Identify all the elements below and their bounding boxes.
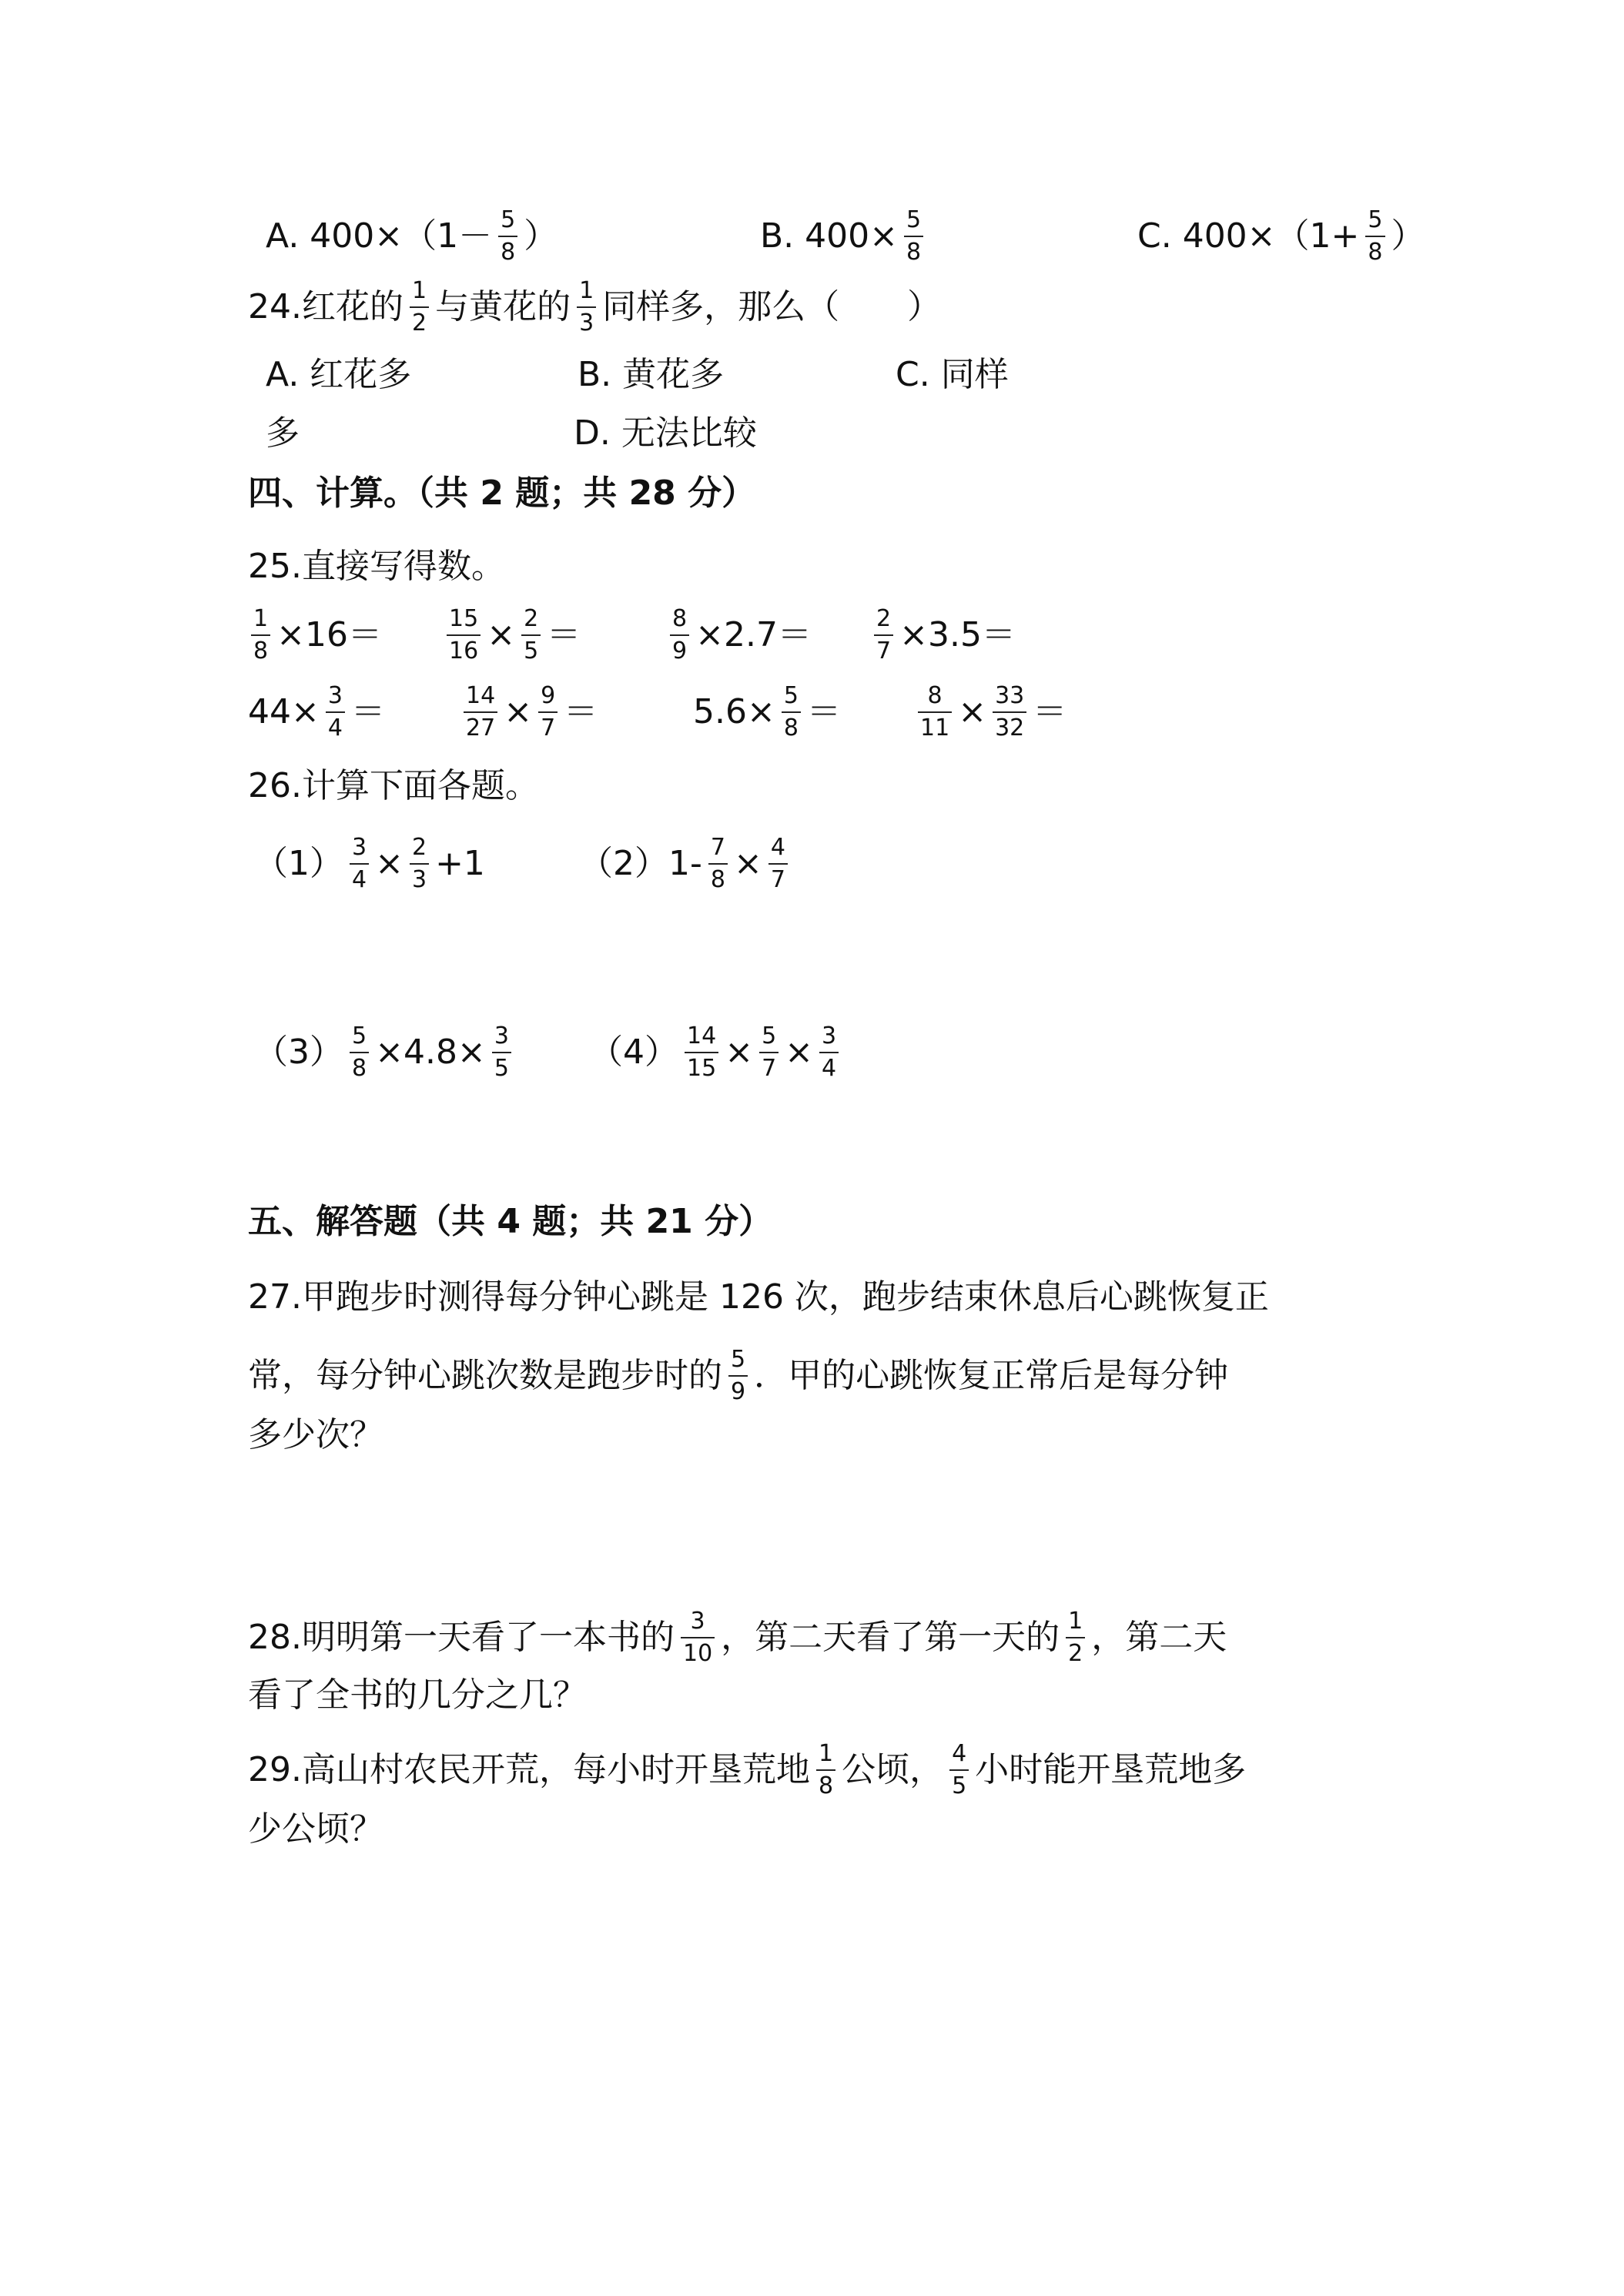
fraction: $\frac{5}{9}$: [728, 1347, 748, 1404]
fraction: $\frac{5}{7}$: [759, 1024, 779, 1080]
q24-option-c: C. 同样: [896, 355, 1009, 394]
q23-option-b: [760, 208, 929, 264]
fraction: $\frac{5}{8}$: [1365, 208, 1385, 264]
fraction: $\frac{2}{5}$: [521, 607, 541, 663]
q26-part-3: （3） $\frac{5}{8}$ ×4.8× $\frac{3}{5}$: [254, 1024, 517, 1080]
q25-item-1: $\frac{1}{8}$ ×16＝: [245, 607, 382, 663]
fraction: $\frac{14}{15}$: [685, 1024, 718, 1080]
q25-item-7: 5.6× $\frac{5}{8}$ ＝: [693, 682, 841, 741]
fraction: $\frac{1}{2}$: [1066, 1609, 1085, 1665]
option-c-text: C. 400×（1+: [1137, 216, 1360, 256]
section-4-title: 四、计算。（共 2 题；共 28 分）: [248, 474, 756, 513]
q27-line-2: 常，每分钟心跳次数是跑步时的 $\frac{5}{9}$ ．甲的心跳恢复正常后是每分钟: [248, 1346, 1229, 1405]
fraction: $\frac{3}{4}$: [326, 684, 345, 740]
fraction: $\frac{3}{4}$: [350, 835, 369, 892]
fraction: $\frac{7}{8}$: [708, 835, 728, 892]
q23-option-c: C. 400×（1+ $\frac{5}{8}$ ）: [1137, 206, 1425, 266]
q25-item-5: 44× $\frac{3}{4}$ ＝: [248, 682, 385, 741]
q24-option-d: D. 无法比较: [574, 413, 757, 453]
q25-item-8: $\frac{8}{11}$ × $\frac{33}{32}$ ＝: [912, 684, 1066, 740]
fraction: $\frac{5}{8}$: [904, 208, 923, 264]
fraction: $\frac{5}{8}$: [498, 208, 517, 264]
q25-title: 25.直接写得数。: [248, 547, 505, 586]
fraction: $\frac{2}{7}$: [874, 607, 893, 663]
section-5-title: 五、解答题（共 4 题；共 21 分）: [248, 1202, 773, 1241]
fraction: $\frac{8}{11}$: [918, 684, 952, 740]
fraction: $\frac{1}{8}$: [816, 1742, 835, 1798]
q27-line-1: 27.甲跑步时测得每分钟心跳是 126 次，跑步结束休息后心跳恢复正: [248, 1277, 1269, 1317]
fraction: $\frac{3}{5}$: [492, 1024, 511, 1080]
fraction: $\frac{8}{9}$: [670, 607, 689, 663]
fraction: $\frac{4}{5}$: [949, 1742, 969, 1798]
fraction: $\frac{33}{32}$: [993, 684, 1026, 740]
q24-question: 24.红花的 $\frac{1}{2}$ 与黄花的 $\frac{1}{3}$ 同样多，那么（ ）: [248, 277, 942, 336]
q27-line-3: 多少次？: [248, 1415, 383, 1454]
q26-part-2: （2）1- $\frac{7}{8}$ × $\frac{4}{7}$: [579, 835, 794, 892]
fraction: $\frac{1}{8}$: [251, 607, 270, 663]
fraction: $\frac{4}{7}$: [768, 835, 788, 892]
option-a-text: A. 400×（1－: [266, 216, 493, 256]
fraction: $\frac{1}{3}$: [577, 279, 596, 335]
fraction: $\frac{2}{3}$: [410, 835, 429, 892]
fraction: $\frac{15}{16}$: [447, 607, 481, 663]
q28-line-2: 看了全书的几分之几？: [248, 1675, 587, 1715]
q25-item-2: $\frac{15}{16}$ × $\frac{2}{5}$ ＝: [440, 607, 581, 663]
q25-item-6: $\frac{14}{27}$ × $\frac{9}{7}$ ＝: [457, 684, 598, 740]
q25-item-4: $\frac{2}{7}$ ×3.5＝: [868, 607, 1016, 663]
fraction: $\frac{9}{7}$: [538, 684, 558, 740]
q24-option-b: B. 黄花多: [578, 355, 725, 394]
q29-line-2: 少公顷？: [248, 1809, 383, 1849]
q25-item-3: $\frac{8}{9}$ ×2.7＝: [664, 607, 812, 663]
fraction: $\frac{5}{8}$: [350, 1024, 369, 1080]
fraction: $\frac{1}{2}$: [410, 279, 429, 335]
fraction: $\frac{5}{8}$: [782, 684, 801, 740]
fraction: $\frac{3}{10}$: [681, 1609, 715, 1665]
q28-line-1: 28.明明第一天看了一本书的 $\frac{3}{10}$ ，第二天看了第一天的 $\frac{1}{2}$ ，第二天: [248, 1608, 1227, 1667]
q24-option-c-wrap: 多: [266, 413, 300, 453]
fraction: $\frac{14}{27}$: [464, 684, 497, 740]
q26-title: 26.计算下面各题。: [248, 766, 539, 805]
q29-line-1: 29.高山村农民开荒，每小时开垦荒地 $\frac{1}{8}$ 公顷， $\frac{4}{5}$ 小时能开垦荒地多: [248, 1740, 1247, 1799]
fraction: $\frac{3}{4}$: [819, 1024, 839, 1080]
option-b-text: B. 400×: [760, 216, 899, 256]
q26-part-4: （4） $\frac{14}{15}$ × $\frac{5}{7}$ × $\frac{3}{4}$: [589, 1024, 845, 1080]
q26-part-1: （1） $\frac{3}{4}$ × $\frac{2}{3}$ +1: [254, 834, 485, 893]
q23-option-a: A. 400×（1－ $\frac{5}{8}$ ）: [266, 206, 558, 266]
q24-option-a: A. 红花多: [266, 355, 412, 394]
